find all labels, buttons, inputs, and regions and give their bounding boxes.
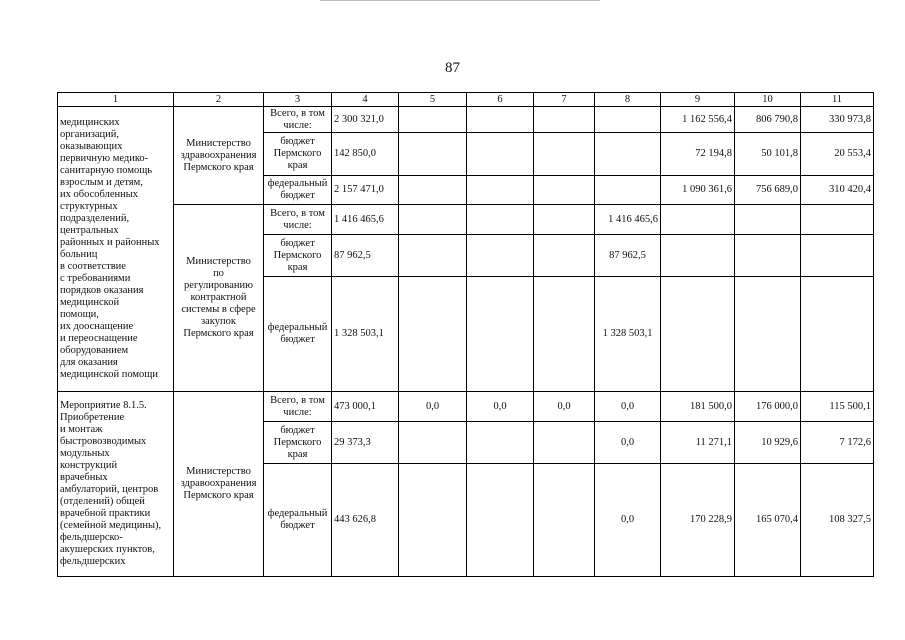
value-cell: 756 689,0: [735, 176, 801, 205]
column-header: 11: [801, 93, 874, 107]
funding-source: бюджет Пермского края: [264, 422, 332, 464]
value-cell: 115 500,1: [801, 392, 874, 422]
value-cell: 1 328 503,1: [595, 277, 661, 392]
value-cell: 2 300 321,0: [332, 107, 399, 133]
value-cell: [467, 176, 534, 205]
value-cell: [801, 235, 874, 277]
value-cell: [735, 277, 801, 392]
value-cell: 806 790,8: [735, 107, 801, 133]
value-cell: [595, 107, 661, 133]
measure-description: медицинских организаций, оказывающих первичную медико- санитарную помощь взрослым и детям, их обособленных структурных подразделений, центральных районных и районных больниц в соответствие с требованиями порядков оказания медицинской помощи, их дооснащение и переоснащение оборудованием для оказания медицинской помощи: [58, 107, 174, 392]
value-cell: 0,0: [467, 392, 534, 422]
value-cell: 7 172,6: [801, 422, 874, 464]
value-cell: [467, 422, 534, 464]
value-cell: [399, 235, 467, 277]
value-cell: 29 373,3: [332, 422, 399, 464]
column-header: 9: [661, 93, 735, 107]
funding-source: Всего, в том числе:: [264, 392, 332, 422]
funding-source: бюджет Пермского края: [264, 235, 332, 277]
value-cell: 108 327,5: [801, 464, 874, 577]
value-cell: [801, 277, 874, 392]
value-cell: [735, 205, 801, 235]
value-cell: 87 962,5: [332, 235, 399, 277]
value-cell: 176 000,0: [735, 392, 801, 422]
table-row: [58, 205, 874, 235]
value-cell: 170 228,9: [661, 464, 735, 577]
column-header: 10: [735, 93, 801, 107]
funding-source: Всего, в том числе:: [264, 107, 332, 133]
value-cell: 0,0: [534, 392, 595, 422]
value-cell: [399, 107, 467, 133]
value-cell: [534, 235, 595, 277]
column-header: 4: [332, 93, 399, 107]
value-cell: [399, 277, 467, 392]
value-cell: 1 162 556,4: [661, 107, 735, 133]
funding-source: федеральный бюджет: [264, 464, 332, 577]
funding-source: федеральный бюджет: [264, 277, 332, 392]
value-cell: [534, 277, 595, 392]
value-cell: [534, 176, 595, 205]
value-cell: [534, 205, 595, 235]
value-cell: 11 271,1: [661, 422, 735, 464]
executor-cell: Министерство здравоохранения Пермского края: [174, 107, 264, 205]
value-cell: [534, 107, 595, 133]
value-cell: 2 157 471,0: [332, 176, 399, 205]
value-cell: [661, 277, 735, 392]
value-cell: 0,0: [595, 422, 661, 464]
value-cell: 0,0: [595, 464, 661, 577]
value-cell: 1 416 465,6: [595, 205, 661, 235]
header-row: [58, 93, 874, 107]
funding-source: федеральный бюджет: [264, 176, 332, 205]
value-cell: 165 070,4: [735, 464, 801, 577]
executor-cell: Министерство здравоохранения Пермского края: [174, 392, 264, 577]
table-row: [58, 107, 874, 133]
value-cell: [467, 205, 534, 235]
column-header: 1: [58, 93, 174, 107]
value-cell: 72 194,8: [661, 133, 735, 176]
table-row: [58, 392, 874, 422]
value-cell: [801, 205, 874, 235]
value-cell: [534, 464, 595, 577]
value-cell: [399, 133, 467, 176]
value-cell: 0,0: [399, 392, 467, 422]
column-header: 8: [595, 93, 661, 107]
funding-source: бюджет Пермского края: [264, 133, 332, 176]
value-cell: 10 929,6: [735, 422, 801, 464]
value-cell: 1 090 361,6: [661, 176, 735, 205]
executor-cell: Министерство по регулированию контрактной системы в сфере закупок Пермского края: [174, 205, 264, 392]
value-cell: [467, 133, 534, 176]
value-cell: [467, 464, 534, 577]
value-cell: [399, 464, 467, 577]
value-cell: 1 416 465,6: [332, 205, 399, 235]
value-cell: [534, 422, 595, 464]
column-header: 7: [534, 93, 595, 107]
value-cell: [595, 133, 661, 176]
value-cell: 50 101,8: [735, 133, 801, 176]
column-header: 3: [264, 93, 332, 107]
value-cell: [661, 235, 735, 277]
value-cell: 142 850,0: [332, 133, 399, 176]
budget-table: [57, 92, 874, 577]
column-header: 6: [467, 93, 534, 107]
value-cell: [467, 277, 534, 392]
measure-description: Мероприятие 8.1.5. Приобретение и монтаж быстровозводимых модульных конструкций врачебных амбулаторий, центров (отделений) общей врачебной практики (семейной медицины), фельдшерско- акушерских пунктов, фельдшерских: [58, 392, 174, 577]
value-cell: 1 328 503,1: [332, 277, 399, 392]
value-cell: [467, 107, 534, 133]
value-cell: [399, 422, 467, 464]
value-cell: 473 000,1: [332, 392, 399, 422]
value-cell: 181 500,0: [661, 392, 735, 422]
value-cell: 330 973,8: [801, 107, 874, 133]
column-header: 2: [174, 93, 264, 107]
value-cell: 0,0: [595, 392, 661, 422]
value-cell: [534, 133, 595, 176]
value-cell: 310 420,4: [801, 176, 874, 205]
value-cell: [595, 176, 661, 205]
column-header: 5: [399, 93, 467, 107]
value-cell: [661, 205, 735, 235]
page-number: 87: [445, 60, 460, 76]
value-cell: [735, 235, 801, 277]
value-cell: 20 553,4: [801, 133, 874, 176]
scan-edge-line: [320, 0, 600, 1]
funding-source: Всего, в том числе:: [264, 205, 332, 235]
value-cell: [467, 235, 534, 277]
value-cell: 87 962,5: [595, 235, 661, 277]
value-cell: [399, 176, 467, 205]
value-cell: [399, 205, 467, 235]
value-cell: 443 626,8: [332, 464, 399, 577]
